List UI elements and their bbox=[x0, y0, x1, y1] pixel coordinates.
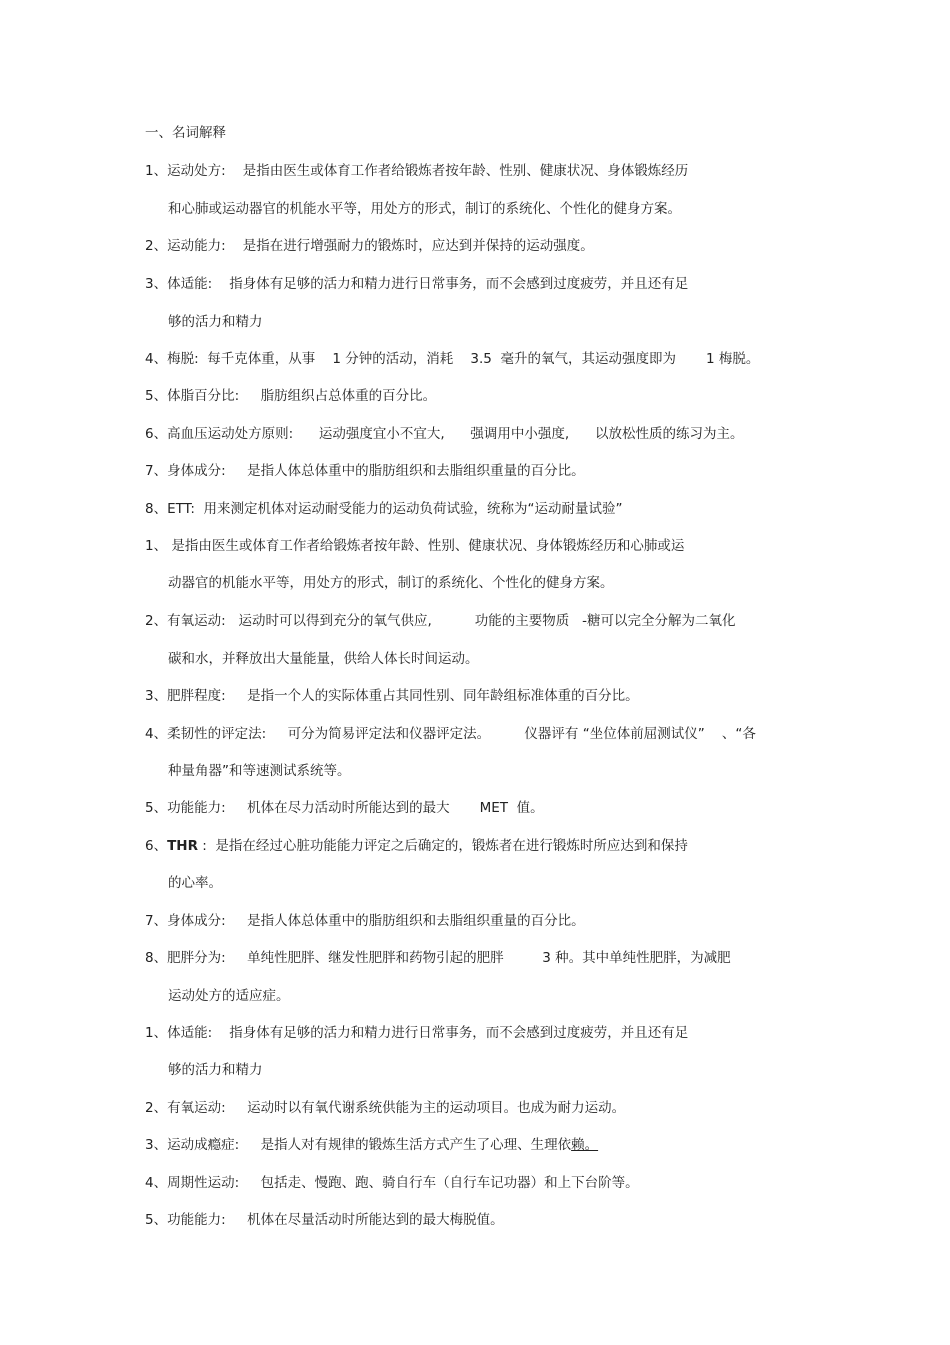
definition-line: 5、功能能力: 机体在尽力活动时所能达到的最大 MET 值。 bbox=[145, 800, 544, 816]
definition-text: : 是指在经过心脏功能能力评定之后确定的，锻炼者在进行锻炼时所应达到和保持 bbox=[198, 838, 688, 854]
definition-line: 2、有氧运动: 运动时可以得到充分的氧气供应, 功能的主要物质 -糖可以完全分解为二氧化 bbox=[145, 613, 736, 629]
definition-line: 够的活力和精力 bbox=[168, 314, 263, 330]
definition-line: 3、肥胖程度: 是指一个人的实际体重占其同性别、同年龄组标准体重的百分比。 bbox=[145, 688, 639, 704]
definition-line: 5、体脂百分比: 脂肪组织占总体重的百分比。 bbox=[145, 388, 437, 404]
definition-line: 5、功能能力: 机体在尽量活动时所能达到的最大梅脱值。 bbox=[145, 1212, 504, 1228]
definition-line: 运动处方的适应症。 bbox=[168, 988, 290, 1004]
definition-line: 4、柔韧性的评定法: 可分为简易评定法和仪器评定法。 仪器评有 “坐位体前屈测试仪” 、“各 bbox=[145, 726, 756, 742]
definition-line: 7、身体成分: 是指人体总体重中的脂肪组织和去脂组织重量的百分比。 bbox=[145, 463, 585, 479]
definition-line-thr bbox=[145, 836, 688, 856]
definition-line: 的心率。 bbox=[168, 875, 222, 891]
definition-line: 动器官的机能水平等，用处方的形式，制订的系统化、个性化的健身方案。 bbox=[168, 575, 614, 591]
definition-line: 8、ETT: 用来测定机体对运动耐受能力的运动负荷试验，统称为“运动耐量试验” bbox=[145, 501, 623, 517]
section-heading: 一、名词解释 bbox=[145, 125, 226, 141]
definition-line: 2、有氧运动: 运动时以有氧代谢系统供能为主的运动项目。也成为耐力运动。 bbox=[145, 1100, 626, 1116]
definition-line: 1、体适能: 指身体有足够的活力和精力进行日常事务，而不会感到过度疲劳，并且还有足 bbox=[145, 1025, 689, 1041]
definition-line: 和心肺或运动器官的机能水平等，用处方的形式，制订的系统化、个性化的健身方案。 bbox=[168, 201, 681, 217]
thr-term: THR bbox=[167, 838, 198, 854]
definition-line: 6、高血压运动处方原则: 运动强度宜小不宜大, 强调用中小强度, 以放松性质的练习为主。 bbox=[145, 426, 744, 442]
definition-line: 够的活力和精力 bbox=[168, 1062, 263, 1078]
definition-line: 4、周期性运动: 包括走、慢跑、跑、骑自行车（自行车记功器）和上下台阶等。 bbox=[145, 1175, 639, 1191]
definition-line: 3、体适能: 指身体有足够的活力和精力进行日常事务，而不会感到过度疲劳，并且还有足 bbox=[145, 276, 689, 292]
definition-line: 1、 是指由医生或体育工作者给锻炼者按年龄、性别、健康状况、身体锻炼经历和心肺或运 bbox=[145, 538, 685, 554]
underlined-text: 赖。 bbox=[571, 1137, 599, 1153]
definition-line: 4、梅脱: 每千克体重，从事 1 分钟的活动，消耗 3.5 毫升的氧气，其运动强度即为 1 梅脱。 bbox=[145, 351, 760, 367]
definition-line: 2、运动能力: 是指在进行增强耐力的锻炼时，应达到并保持的运动强度。 bbox=[145, 238, 594, 254]
definition-line-addiction bbox=[145, 1135, 598, 1155]
definition-line: 7、身体成分: 是指人体总体重中的脂肪组织和去脂组织重量的百分比。 bbox=[145, 913, 585, 929]
definition-line: 8、肥胖分为: 单纯性肥胖、继发性肥胖和药物引起的肥胖 3 种。其中单纯性肥胖，为减肥 bbox=[145, 950, 731, 966]
definition-line: 1、运动处方: 是指由医生或体育工作者给锻炼者按年龄、性别、健康状况、身体锻炼经历 bbox=[145, 163, 689, 179]
definition-line: 碳和水，并释放出大量能量，供给人体长时间运动。 bbox=[168, 651, 479, 667]
definition-line: 种量角器”和等速测试系统等。 bbox=[168, 763, 351, 779]
definition-text: 3、运动成瘾症: 是指人对有规律的锻炼生活方式产生了心理、生理依 bbox=[145, 1137, 572, 1153]
item-number: 6、 bbox=[145, 838, 168, 854]
